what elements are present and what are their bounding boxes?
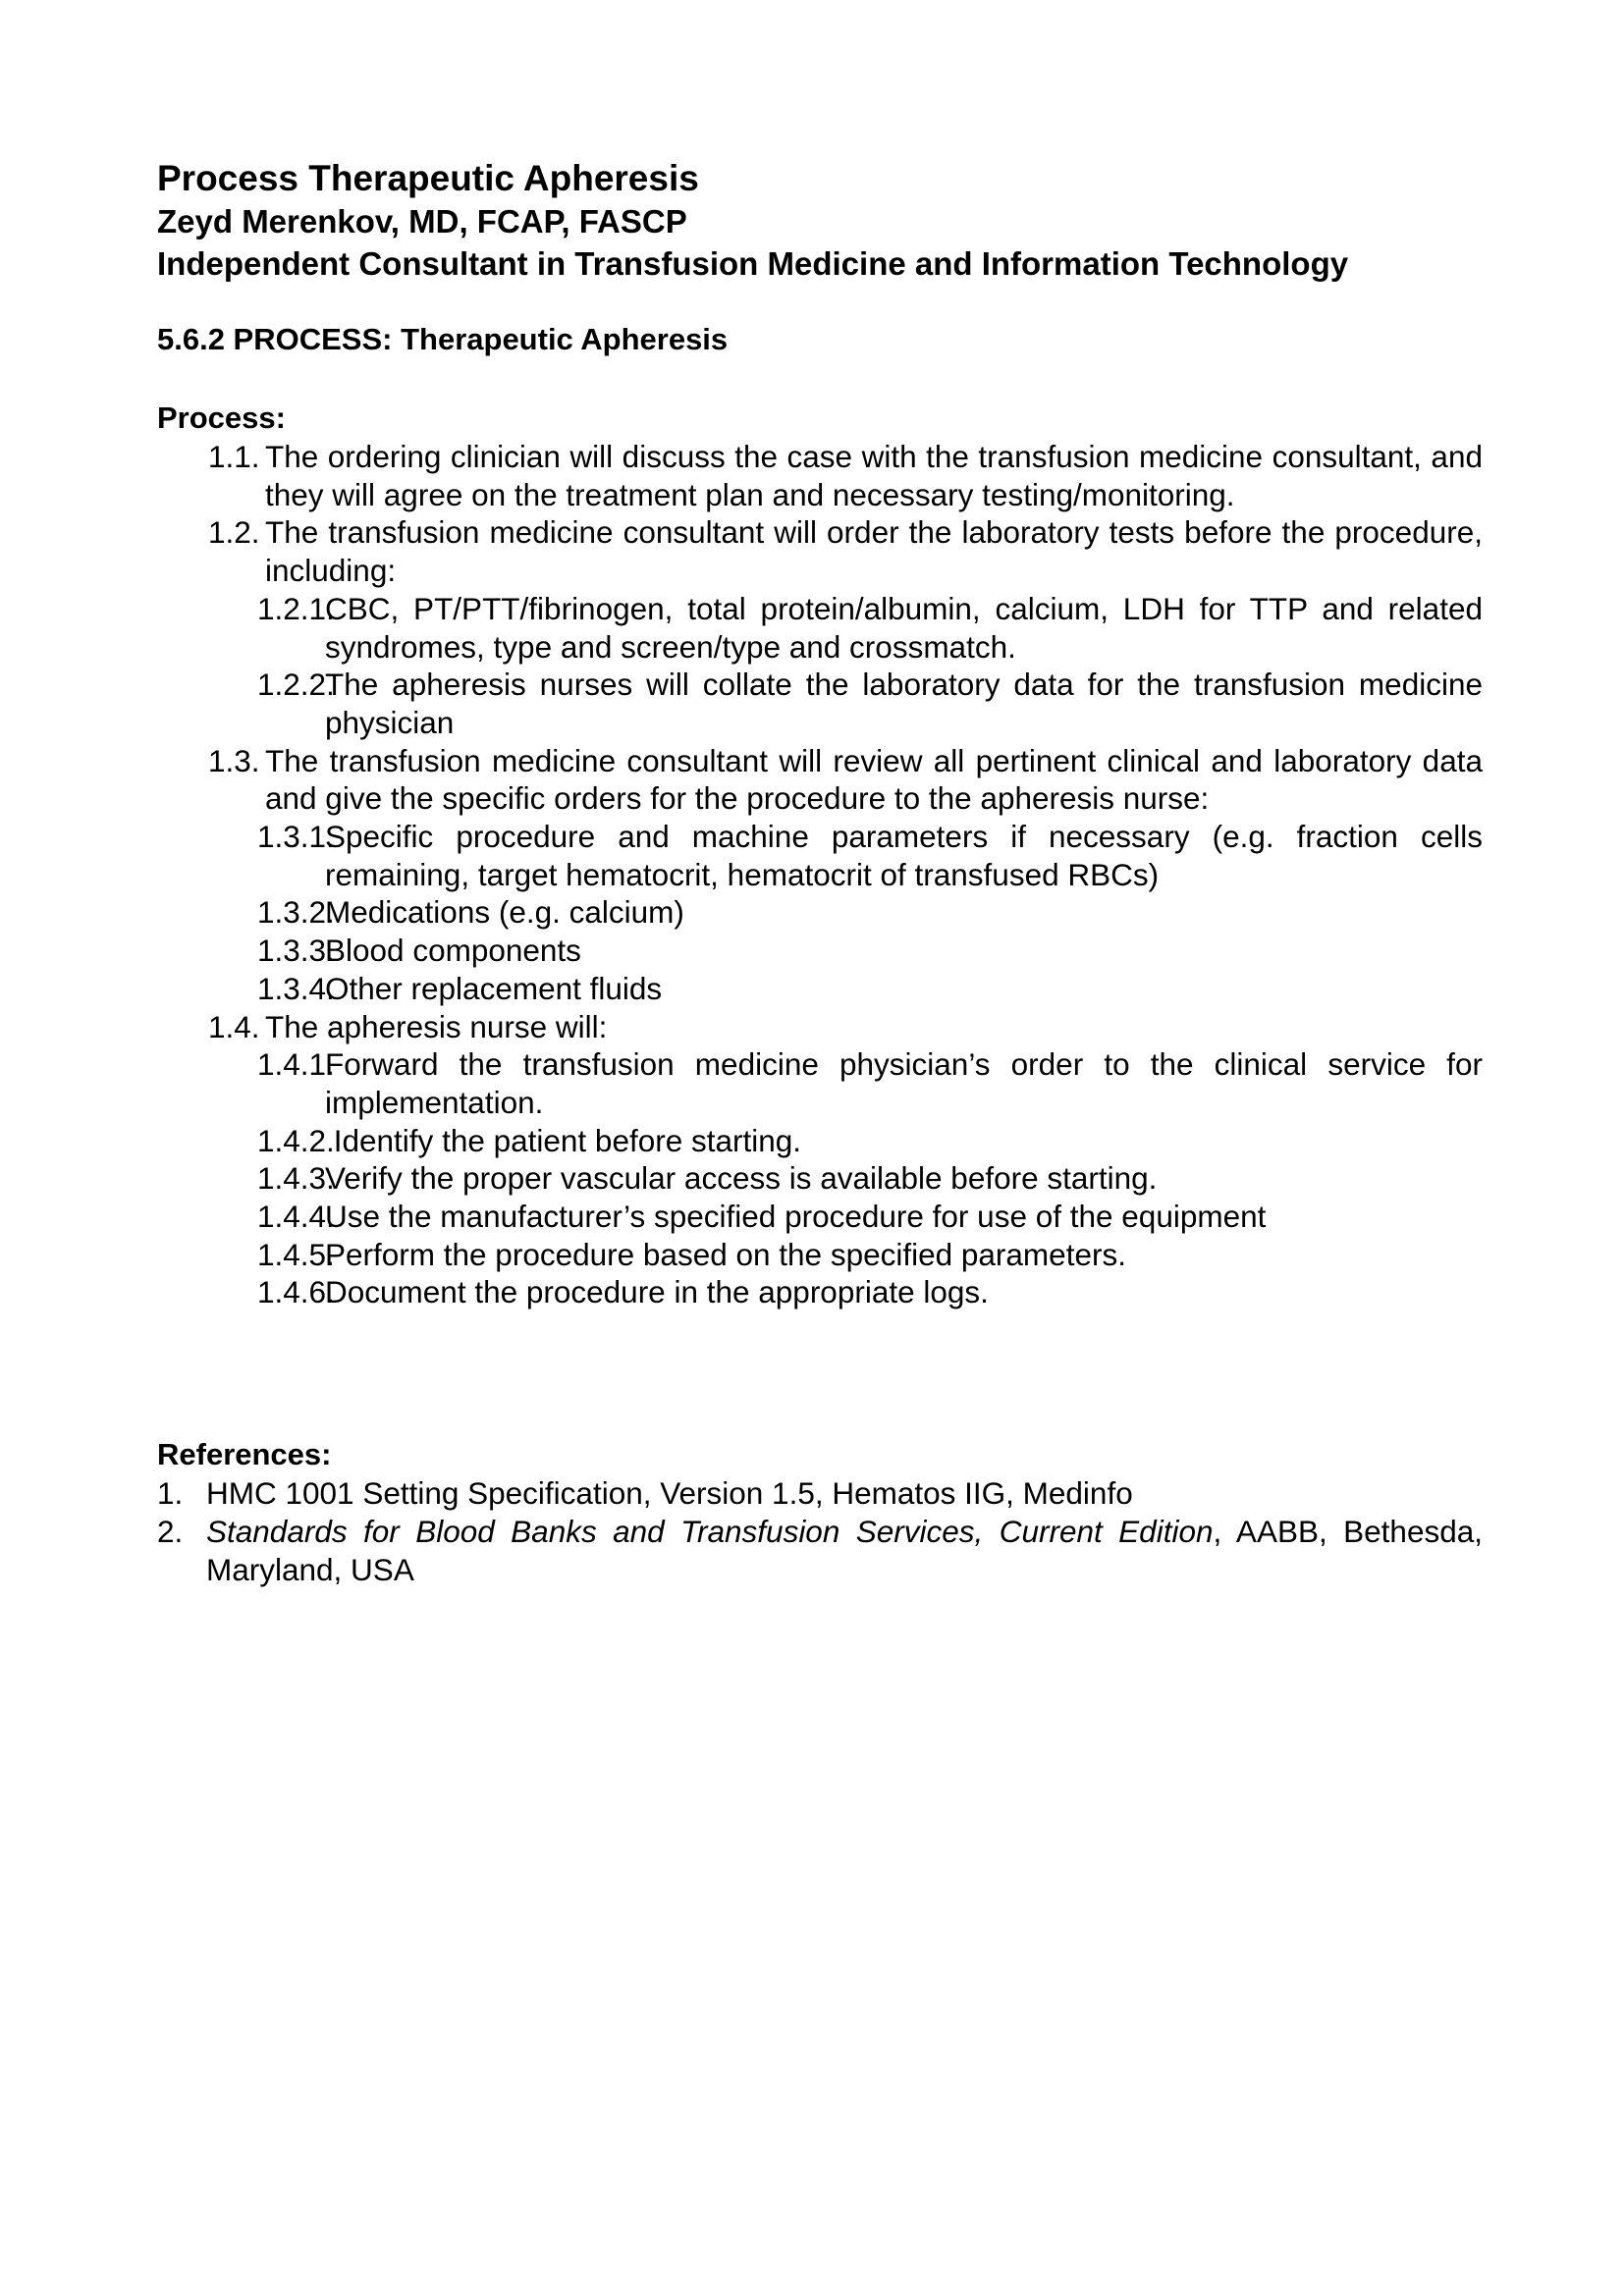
item-text: Identify the patient before starting. [325, 1122, 802, 1158]
reference-item-2 [157, 1513, 1483, 1588]
process-item-1-4-1 [157, 1045, 1483, 1121]
process-item-1-4-3 [157, 1159, 1483, 1198]
item-text: The apheresis nurses will collate the laboratory data for the transfusion medicine physician [325, 667, 1483, 740]
process-item-1-3-1 [157, 818, 1483, 893]
item-text: Use the manufacturer’s specified procedure for use of the equipment [325, 1199, 1267, 1235]
item-text: Forward the transfusion medicine physician’s order to the clinical service for implementation. [325, 1046, 1483, 1120]
document-page [157, 157, 1483, 1588]
reference-number: 1. [157, 1475, 184, 1512]
item-number: 1.3.2. [257, 894, 335, 931]
item-number: 1.4.4. [257, 1199, 335, 1235]
item-number: 1.4.2. [257, 1122, 335, 1158]
reference-title: Standards for Blood Banks and Transfusion Services, Current Edition [206, 1513, 1214, 1549]
item-number: 1.3. [208, 742, 260, 778]
item-text: Document the procedure in the appropriate logs. [325, 1274, 989, 1310]
process-item-1-3-2 [157, 893, 1483, 932]
process-item-1-4 [157, 1008, 1483, 1046]
reference-item-1 [157, 1474, 1483, 1513]
item-number: 1.4.6. [257, 1274, 335, 1310]
process-item-1-4-4 [157, 1198, 1483, 1236]
document-title: Process Therapeutic Apheresis [157, 158, 699, 198]
references-list [157, 1474, 1483, 1588]
process-item-1-3-4 [157, 970, 1483, 1008]
item-text: Medications (e.g. calcium) [325, 894, 684, 931]
author-line: Zeyd Merenkov, MD, FCAP, FASCP [157, 203, 687, 240]
reference-text [206, 1513, 1483, 1588]
item-text: CBC, PT/PTT/fibrinogen, total protein/albumin, calcium, LDH for TTP and related syndromes, type and screen/type and crossmatch. [325, 590, 1483, 665]
reference-text: HMC 1001 Setting Specification, Version 1.5, Hematos IIG, Medinfo [206, 1475, 1133, 1512]
item-text: Other replacement fluids [325, 970, 663, 1006]
item-number: 1.2.1. [257, 590, 335, 626]
process-item-1-3 [157, 742, 1483, 818]
item-number: 1.3.1. [257, 819, 335, 855]
references-heading: References: [157, 1437, 332, 1472]
process-item-1-4-5 [157, 1236, 1483, 1274]
item-number: 1.4.1. [257, 1046, 335, 1083]
process-item-1-1 [157, 438, 1483, 513]
item-text: The transfusion medicine consultant will order the laboratory tests before the procedure, including: [265, 514, 1483, 589]
process-item-1-4-2 [157, 1122, 1483, 1160]
item-text: Verify the proper vascular access is available before starting. [325, 1160, 1158, 1197]
process-list [157, 438, 1483, 1311]
item-text: Specific procedure and machine parameters if necessary (e.g. fraction cells remaining, target hematocrit, hematocrit of transfused RBCs) [325, 819, 1483, 892]
affiliation-line: Independent Consultant in Transfusion Medicine and Information Technology [157, 245, 1349, 282]
process-item-1-3-3 [157, 932, 1483, 970]
item-number: 1.2. [208, 514, 260, 551]
item-text: The ordering clinician will discuss the case with the transfusion medicine consultant, and they will agree on the treatment plan and necessary testing/monitoring. [265, 439, 1483, 512]
item-number: 1.4. [208, 1008, 260, 1044]
item-number: 1.4.5. [257, 1236, 335, 1272]
item-number: 1.3.4. [257, 970, 335, 1006]
process-heading: Process: [157, 400, 286, 435]
section-heading: 5.6.2 PROCESS: Therapeutic Apheresis [157, 322, 729, 356]
item-text: The transfusion medicine consultant will review all pertinent clinical and laboratory data and give the specific orders for the procedure to the apheresis nurse: [265, 742, 1483, 817]
item-number: 1.2.2. [257, 667, 335, 703]
process-item-1-2-2 [157, 666, 1483, 741]
item-text: Perform the procedure based on the specified parameters. [325, 1236, 1126, 1272]
process-item-1-4-6 [157, 1273, 1483, 1311]
process-item-1-2-1 [157, 590, 1483, 666]
item-number: 1.4.3. [257, 1160, 335, 1197]
reference-number: 2. [157, 1513, 184, 1549]
item-text: The apheresis nurse will: [265, 1008, 608, 1044]
reference-publisher: , AABB, Bethesda, Maryland, USA [206, 1513, 1483, 1587]
process-item-1-2 [157, 513, 1483, 589]
item-text: Blood components [325, 933, 581, 969]
item-number: 1.3.3. [257, 933, 335, 969]
item-number: 1.1. [208, 439, 260, 474]
